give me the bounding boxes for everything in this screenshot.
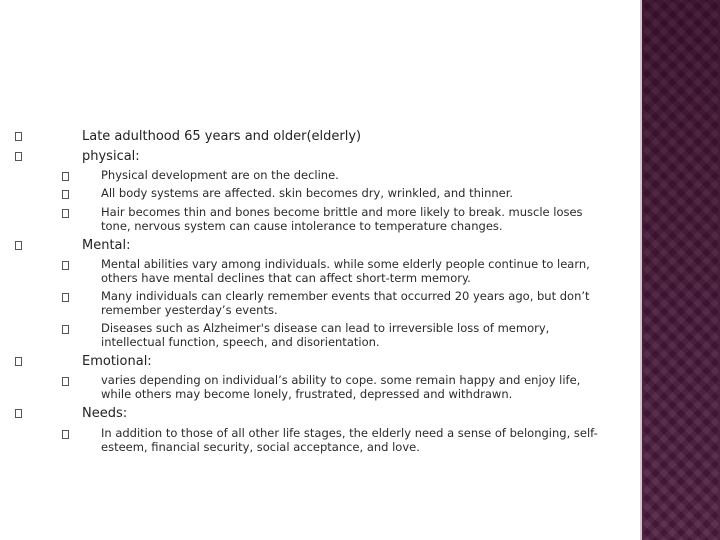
bullet-box-icon: [15, 357, 22, 366]
physical-item-1: Physical development are on the decline.: [101, 168, 339, 182]
bullet-box-icon: [62, 190, 69, 199]
bullet-box-icon: [62, 172, 69, 181]
bullet-box-icon: [15, 241, 22, 250]
bullet-box-icon: [62, 293, 69, 302]
slide-heading: Late adulthood 65 years and older(elderly): [82, 129, 362, 144]
bullet-box-icon: [15, 132, 22, 141]
physical-item-2: All body systems are affected. skin becomes dry, wrinkled, and thinner.: [101, 186, 514, 200]
emotional-item-1: varies depending on individual’s ability to cope. some remain happy and enjoy life, while others may become lonely, frustrated, depressed and withdrawn.: [101, 373, 581, 401]
decorative-sidebar: [642, 0, 720, 540]
section-title-mental: Mental:: [82, 238, 131, 253]
needs-item-1: In addition to those of all other life stages, the elderly need a sense of belonging, self-esteem, financial security, social acceptance, and love.: [101, 426, 598, 454]
bullet-box-icon: [62, 377, 69, 386]
bullet-box-icon: [62, 325, 69, 334]
physical-item-3: Hair becomes thin and bones become brittle and more likely to break. muscle loses tone, nervous system can cause intolerance to temperature changes.: [101, 205, 583, 233]
section-title-physical: physical:: [82, 149, 140, 164]
mental-item-3: Diseases such as Alzheimer's disease can lead to irreversible loss of memory, intellectual function, speech, and disorientation.: [101, 321, 550, 349]
section-title-needs: Needs:: [82, 406, 128, 421]
mental-item-2: Many individuals can clearly remember events that occurred 20 years ago, but don’t remember yesterday’s events.: [101, 289, 590, 317]
bullet-box-icon: [62, 209, 69, 218]
section-title-emotional: Emotional:: [82, 354, 152, 369]
mental-item-1: Mental abilities vary among individuals. while some elderly people continue to learn, others have mental declines that can affect short-term memory.: [101, 257, 590, 285]
bullet-box-icon: [62, 261, 69, 270]
bullet-box-icon: [15, 152, 22, 161]
bullet-box-icon: [15, 409, 22, 418]
bullet-box-icon: [62, 430, 69, 439]
